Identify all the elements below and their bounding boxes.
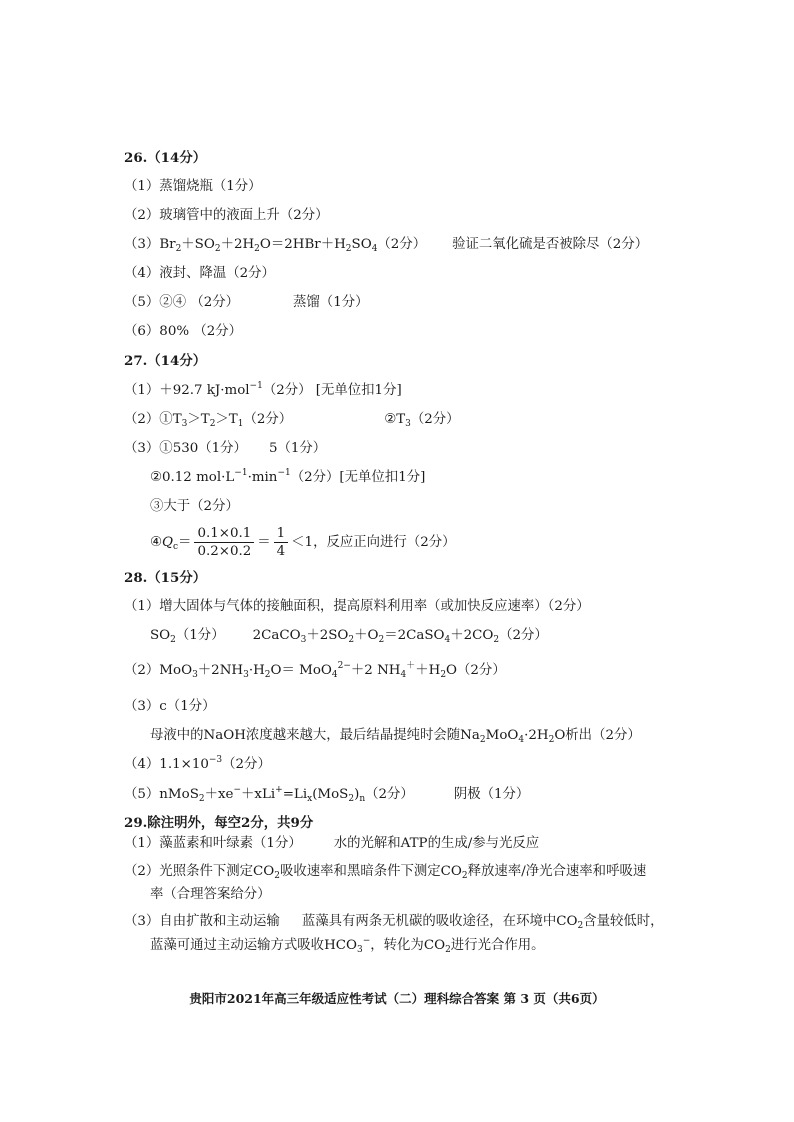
q26-answer-1: （1）蒸馏烧瓶（1分） xyxy=(124,179,262,194)
q26-answer-6: （6）80% （2分） xyxy=(124,324,243,339)
fraction-quarter: $\frac{1}{4}$ xyxy=(274,525,289,560)
fraction-qc: $\frac{0.1\times 0.1}{0.2\times 0.2}$ xyxy=(194,525,254,560)
q29-answer-3: （3）自由扩散和主动运输 蓝藻具有两条无机碳的吸收途径，在环境中$CO_2$含量较低时， xyxy=(124,914,664,931)
page-footer: 贵阳市2021年高三年级适应性考试（二）理科综合答案 第 3 页（共6页） xyxy=(189,991,605,1006)
q27-heading: 27.（14分） xyxy=(124,353,207,369)
q28-answer-3-2: 母液中的NaOH浓度越来越大，最后结晶提纯时会随$Na_2MoO_4\cdot 2H_2O$析出（2分） xyxy=(150,728,641,745)
q28-heading: 28.（15分） xyxy=(124,570,207,586)
q28-answer-4: $(4)1.1\times 10^{-3}(2$分） xyxy=(124,755,271,772)
q27-answer-3-3: ③大于（2分） xyxy=(150,499,239,514)
q26-answer-4: （4）液封、降温（2分） xyxy=(124,266,275,281)
q29-answer-1: （1）藻蓝素和叶绿素（1分） 水的光解和ATP的生成/参与光反应 xyxy=(124,836,540,851)
q29-answer-2-cont: 率（合理答案给分） xyxy=(150,887,271,902)
q28-answer-3: （3）c（1分） xyxy=(124,699,216,714)
q28-answer-5: $(5)nMoS_2+xe^-+xLi^+=Li_x(MoS_2)_n(2$分） 阴极（1分） xyxy=(124,785,530,804)
q27-answer-1: （1）＋92.7 kJ·mol$^{-1}$（2分） [无单位扣1分] xyxy=(124,381,402,398)
q28-answer-2: $(2)MoO_3+2NH_3\cdot H_2O= MoO_4^{2-}+2$ $NH_4^++H_2O(2$分） xyxy=(124,661,506,680)
q27-answer-3: （3）①530（1分） 5（1分） xyxy=(124,441,327,456)
q27-answer-3-2: ②0.12 $mol\cdot L^{-1}\cdot\min^{-1}(2$分）[无单位扣1分] xyxy=(150,468,426,485)
q26-answer-5: （5）②④ （2分） 蒸馏（1分） xyxy=(124,295,369,310)
q27-answer-3-4: $④Q_c=$ $\frac{0.1\times 0.1}{0.2\times 0.2}$ ＝ $\frac{1}{4}$ ＜1，反应正向进行（2分） xyxy=(150,526,456,559)
q28-answer-1-2: $SO_2(1$分） $2CaCO_3+2SO_2+O_2=2CaSO_4+2CO_2(2$分） xyxy=(150,628,548,645)
q28-answer-1: （1）增大固体与气体的接触面积，提高原料利用率（或加快反应速率）（2分） xyxy=(124,599,590,614)
q29-answer-3-cont: 蓝藻可通过主动运输方式吸收$HCO_3^-$，转化为$CO_2$进行光合作用。 xyxy=(150,936,545,955)
q29-answer-2: （2）光照条件下测定$CO_2$吸收速率和黑暗条件下测定$CO_2$释放速率/净光合速率和呼吸速 xyxy=(124,864,647,881)
q26-heading: 26.（14分） xyxy=(124,150,207,166)
q26-answer-3: $(3)Br_2+SO_2+2H_2O=2HBr+H_2SO_4(2$分） 验证二氧化硫是否被除尽（2分） xyxy=(124,237,649,254)
q26-answer-2: （2）玻璃管中的液面上升（2分） xyxy=(124,208,329,223)
q27-answer-2: $(2)①T_3>T_2>T_1(2$分） $②T_3(2$分） xyxy=(124,412,460,429)
q29-heading: 29.除注明外，每空2分，共9分 xyxy=(124,815,314,831)
